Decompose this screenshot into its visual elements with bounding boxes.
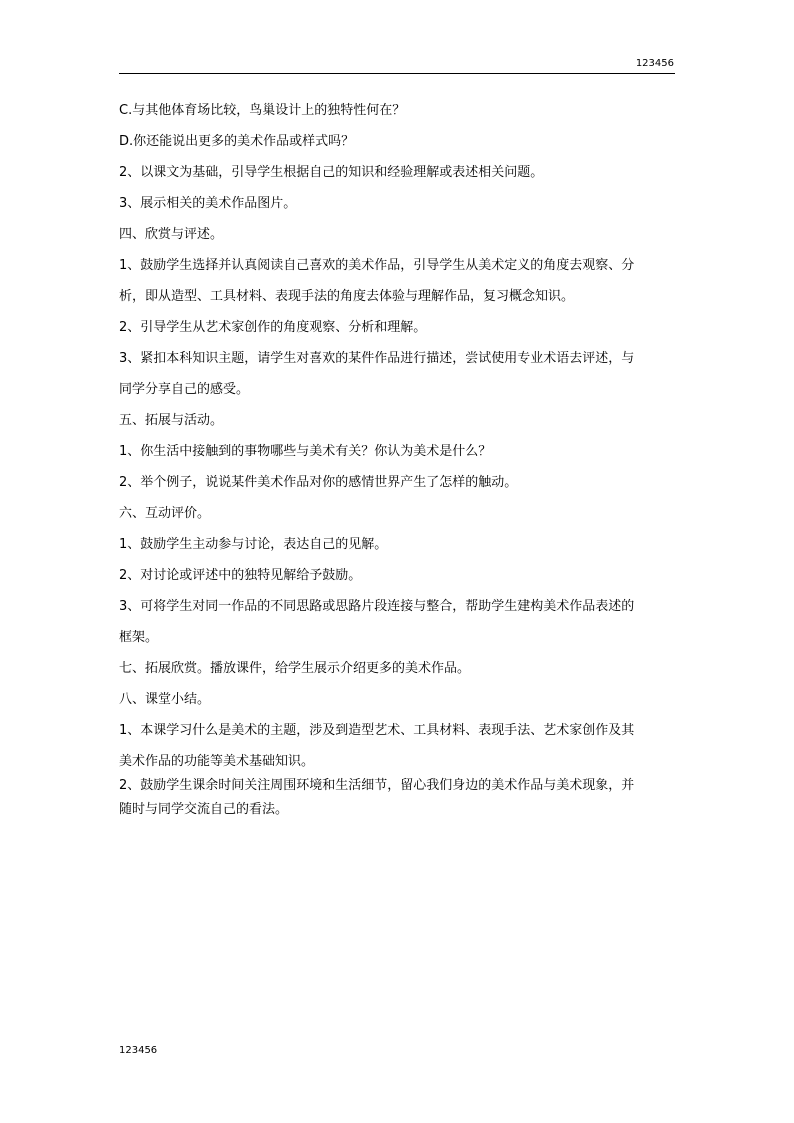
text-line: 2、鼓励学生课余时间关注周围环境和生活细节，留心我们身边的美术作品与美术现象，并 bbox=[119, 778, 635, 793]
footer-page-label: 123456 bbox=[119, 1045, 158, 1056]
text-line: 同学分享自己的感受。 bbox=[119, 382, 250, 397]
text-line: 1、你生活中接触到的事物哪些与美术有关？你认为美术是什么？ bbox=[119, 444, 492, 459]
text-line: 3、紧扣本科知识主题，请学生对喜欢的某件作品进行描述，尝试使用专业术语去评述，与 bbox=[119, 351, 635, 366]
text-line: 2、以课文为基础，引导学生根据自己的知识和经验理解或表述相关问题。 bbox=[119, 165, 544, 180]
text-line: 1、本课学习什么是美术的主题，涉及到造型艺术、工具材料、表现手法、艺术家创作及其 bbox=[119, 723, 635, 738]
text-line: 2、对讨论或评述中的独特见解给予鼓励。 bbox=[119, 568, 362, 583]
section-heading: 七、拓展欣赏。播放课件，给学生展示介绍更多的美术作品。 bbox=[119, 661, 471, 676]
text-line: 2、举个例子，说说某件美术作品对你的感情世界产生了怎样的触动。 bbox=[119, 475, 518, 490]
section-heading: 六、互动评价。 bbox=[119, 506, 211, 521]
text-line: 框架。 bbox=[119, 630, 159, 645]
text-line: 随时与同学交流自己的看法。 bbox=[119, 802, 289, 817]
text-line: 3、可将学生对同一作品的不同思路或思路片段连接与整合，帮助学生建构美术作品表述的 bbox=[119, 599, 635, 614]
header-page-label: 123456 bbox=[635, 58, 674, 69]
section-heading: 八、课堂小结。 bbox=[119, 692, 211, 707]
text-line: 1、鼓励学生选择并认真阅读自己喜欢的美术作品，引导学生从美术定义的角度去观察、分 bbox=[119, 258, 635, 273]
text-line: 2、引导学生从艺术家创作的角度观察、分析和理解。 bbox=[119, 320, 427, 335]
text-line: 3、展示相关的美术作品图片。 bbox=[119, 196, 297, 211]
text-line: 美术作品的功能等美术基础知识。 bbox=[119, 754, 315, 769]
header-divider bbox=[119, 73, 675, 74]
text-line: 析，即从造型、工具材料、表现手法的角度去体验与理解作品，复习概念知识。 bbox=[119, 289, 575, 304]
section-heading: 四、欣赏与评述。 bbox=[119, 227, 224, 242]
text-line: C.与其他体育场比较，鸟巢设计上的独特性何在？ bbox=[119, 103, 406, 118]
document-body bbox=[119, 100, 679, 830]
section-heading: 五、拓展与活动。 bbox=[119, 413, 224, 428]
text-line: D.你还能说出更多的美术作品或样式吗？ bbox=[119, 134, 355, 149]
text-line: 1、鼓励学生主动参与讨论，表达自己的见解。 bbox=[119, 537, 388, 552]
